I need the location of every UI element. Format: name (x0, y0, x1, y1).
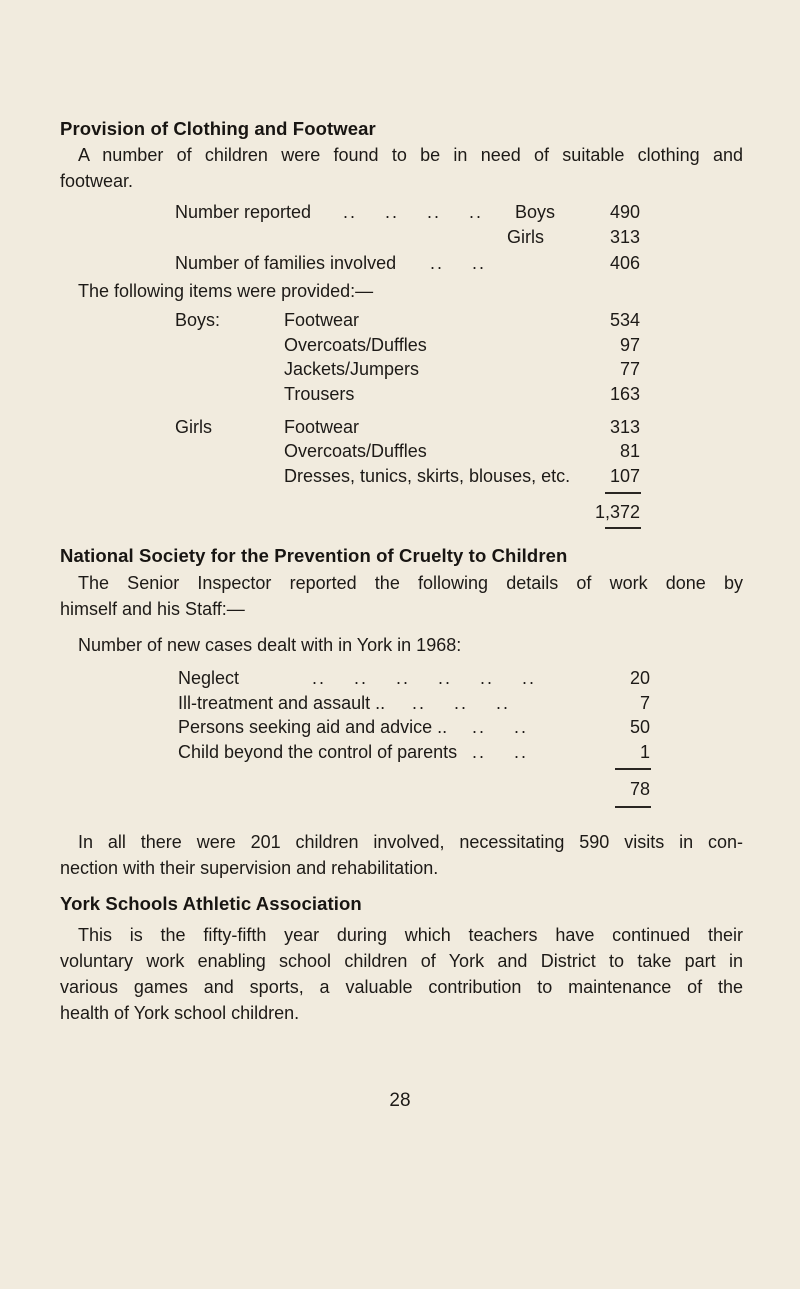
leader-dots: .. .. (430, 253, 487, 273)
nspcc-intro-line1: The Senior Inspector reported the following details of work done by (78, 573, 743, 593)
item-value: 163 (609, 384, 640, 404)
case-value: 20 (629, 668, 650, 688)
girls-label: Girls (507, 227, 544, 247)
nspcc-heading: National Society for the Prevention of Cruelty to Children (60, 545, 568, 566)
leader-dots: .. .. .. .. (343, 202, 484, 222)
items-provided-label: The following items were provided:— (78, 281, 374, 301)
leader-dots: .. .. .. (412, 693, 511, 713)
athletic-line2: voluntary work enabling school children of York and District to take part in (60, 951, 743, 971)
athletic-heading: York Schools Athletic Association (60, 893, 362, 914)
case-value: 1 (639, 742, 650, 762)
item-name: Overcoats/Duffles (284, 441, 427, 461)
case-value: 50 (629, 717, 650, 737)
case-name: Ill-treatment and assault .. (178, 693, 386, 713)
leader-dots: .. .. (472, 717, 529, 737)
clothing-intro-line2: footwear. (60, 171, 134, 191)
item-value: 77 (619, 359, 640, 379)
item-name: Jackets/Jumpers (284, 359, 420, 379)
clothing-total: 1,372 (594, 502, 640, 522)
nspcc-summary-line1: In all there were 201 children involved, necessitating 590 visits in con- (78, 832, 743, 852)
total-rule (605, 527, 641, 529)
sum-rule (615, 768, 651, 770)
girls-group-label: Girls (175, 417, 212, 437)
cases-total: 78 (629, 779, 650, 799)
girls-reported-value: 313 (609, 227, 640, 247)
item-value: 313 (609, 417, 640, 437)
boys-label: Boys (515, 202, 556, 222)
athletic-line4: health of York school children. (60, 1003, 300, 1023)
leader-dots: .. .. .. .. .. .. (312, 668, 537, 688)
case-name: Persons seeking aid and advice .. (178, 717, 448, 737)
case-name: Neglect (178, 668, 240, 688)
number-reported-label: Number reported (175, 202, 312, 222)
item-name: Dresses, tunics, skirts, blouses, etc. (284, 466, 571, 486)
item-name: Footwear (284, 310, 360, 330)
item-value: 81 (619, 441, 640, 461)
clothing-heading: Provision of Clothing and Footwear (60, 118, 376, 139)
page-number: 28 (389, 1090, 411, 1111)
cases-label: Number of new cases dealt with in York in 1968: (78, 635, 462, 655)
families-value: 406 (609, 253, 640, 273)
boys-group-label: Boys: (175, 310, 221, 330)
leader-dots: .. .. (472, 742, 529, 762)
item-value: 534 (609, 310, 640, 330)
nspcc-intro-line2: himself and his Staff:— (60, 599, 245, 619)
item-name: Trousers (284, 384, 355, 404)
boys-reported-value: 490 (609, 202, 640, 222)
item-value: 97 (619, 335, 640, 355)
families-label: Number of families involved (175, 253, 397, 273)
sum-rule (605, 492, 641, 494)
nspcc-summary-line2: nection with their supervision and rehabilitation. (60, 858, 439, 878)
clothing-intro-line1: A number of children were found to be in need of suitable clothing and (78, 145, 743, 165)
case-value: 7 (639, 693, 650, 713)
athletic-line1: This is the fifty-fifth year during which teachers have continued their (78, 925, 743, 945)
total-rule (615, 806, 651, 808)
item-value: 107 (609, 466, 640, 486)
case-name: Child beyond the control of parents (178, 742, 458, 762)
item-name: Overcoats/Duffles (284, 335, 427, 355)
athletic-line3: various games and sports, a valuable contribution to maintenance of the (60, 977, 743, 997)
item-name: Footwear (284, 417, 360, 437)
